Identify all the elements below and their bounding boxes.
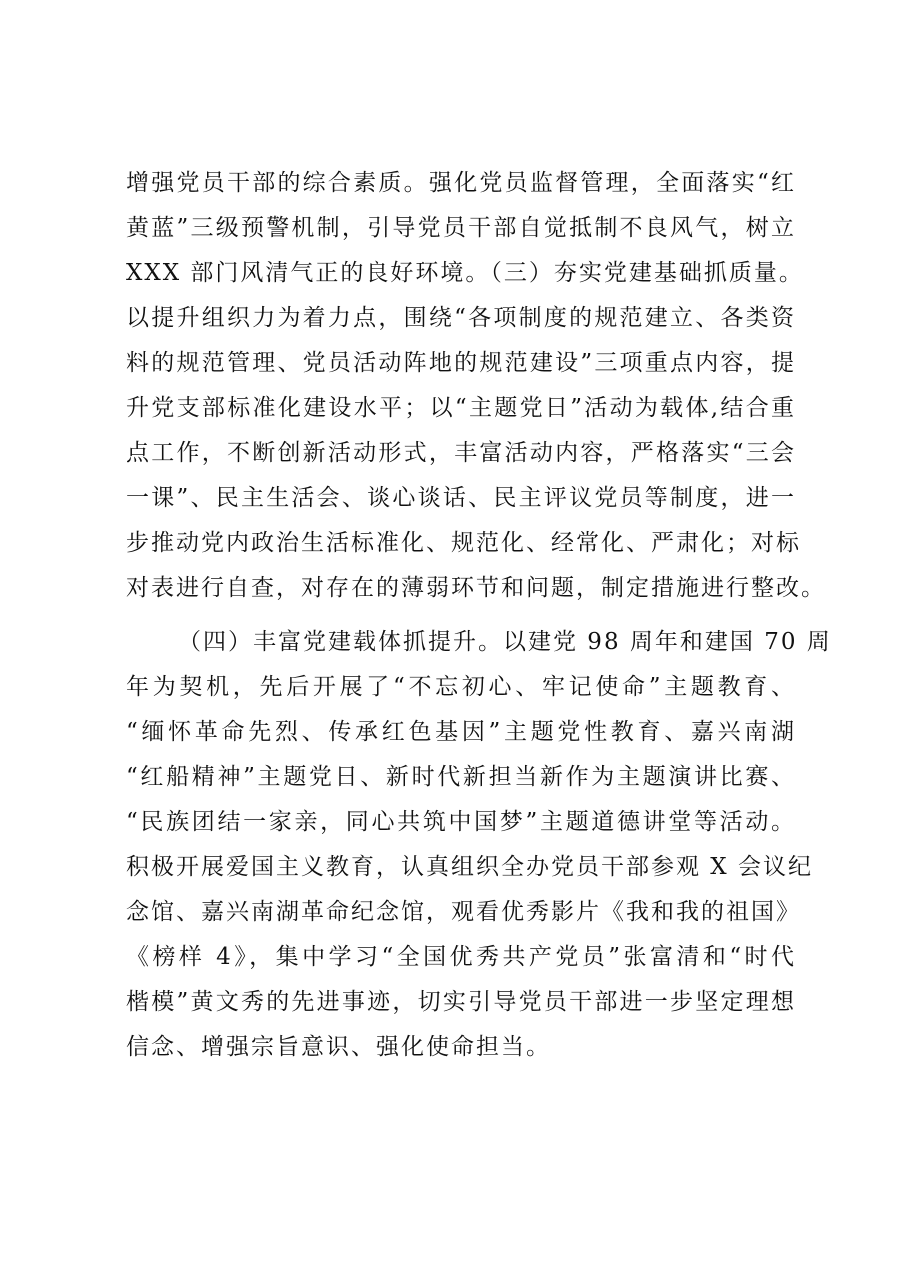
paragraph-2 <box>126 620 832 1070</box>
paragraph-line: 念馆、嘉兴南湖革命纪念馆，观看优秀影片《我和我的祖国》 <box>126 899 801 925</box>
paragraph-line: 楷模”黄文秀的先进事迹，切实引导党员干部进一步坚定理想 <box>126 989 796 1015</box>
paragraph-line: 升党支部标准化建设水平；以“主题党日”活动为载体,结合重 <box>126 395 796 421</box>
paragraph-line: 一课”、民主生活会、谈心谈话、民主评议党员等制度，进一 <box>126 485 796 511</box>
paragraph-1 <box>126 161 826 611</box>
paragraph-line: 点工作，不断创新活动形式，丰富活动内容，严格落实“三会 <box>126 440 796 466</box>
paragraph-line: 信念、增强宗旨意识、强化使命担当。 <box>126 1034 551 1060</box>
paragraph-line: 料的规范管理、党员活动阵地的规范建设”三项重点内容，提 <box>126 350 796 376</box>
paragraph-line: XXX 部门风清气正的良好环境。（三）夯实党建基础抓质量。 <box>126 260 804 286</box>
paragraph-line: “缅怀革命先烈、传承红色基因”主题党性教育、嘉兴南湖 <box>126 719 796 745</box>
paragraph-line: 对表进行自查，对存在的薄弱环节和问题，制定措施进行整改。 <box>126 575 826 601</box>
paragraph-line: 步推动党内政治生活标准化、规范化、经常化、严肃化；对标 <box>126 530 801 556</box>
paragraph-line: “民族团结一家亲，同心共筑中国梦”主题道德讲堂等活动。 <box>126 809 796 835</box>
paragraph-line: 以提升组织力为着力点，围绕“各项制度的规范建立、各类资 <box>126 305 796 331</box>
paragraph-line: 《榜样 4》，集中学习“全国优秀共产党员”张富清和“时代 <box>126 944 796 970</box>
paragraph-line: “红船精神”主题党日、新时代新担当新作为主题演讲比赛、 <box>126 764 796 790</box>
paragraph-line: 黄蓝”三级预警机制，引导党员干部自觉抵制不良风气，树立 <box>126 215 796 241</box>
paragraph-line: 积极开展爱国主义教育，认真组织全办党员干部参观 X 会议纪 <box>126 854 813 880</box>
paragraph-line: （四）丰富党建载体抓提升。以建党 98 周年和建国 70 周 <box>178 629 832 655</box>
paragraph-line: 增强党员干部的综合素质。强化党员监督管理，全面落实“红 <box>126 170 796 196</box>
paragraph-line: 年为契机，先后开展了“不忘初心、牢记使命”主题教育、 <box>126 674 796 700</box>
